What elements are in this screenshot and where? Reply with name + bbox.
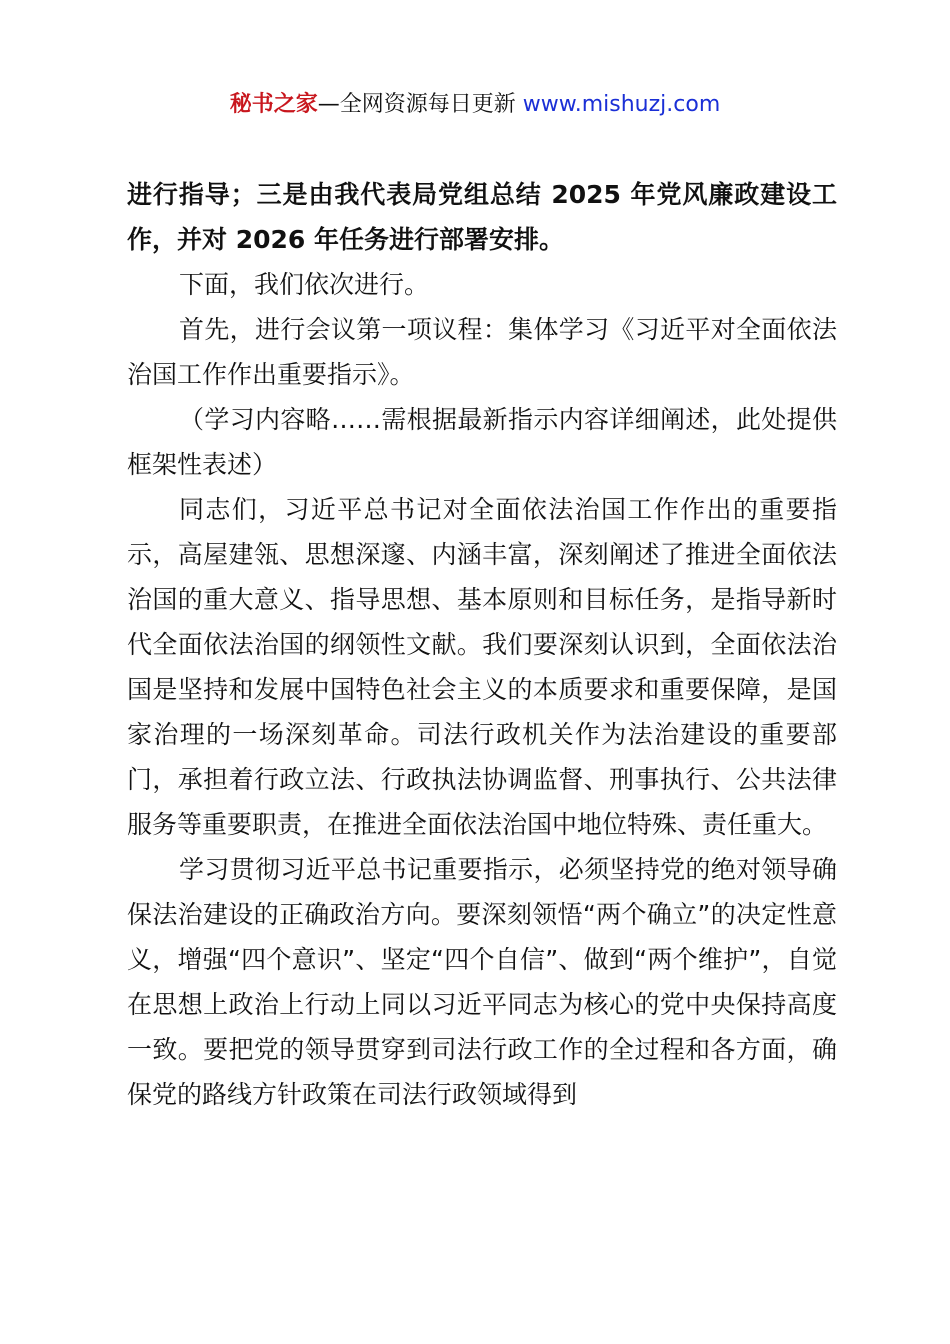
document-body [127,172,837,1117]
paragraph-continuation: 进行指导；三是由我代表局党组总结 2025 年党风廉政建设工作，并对 2026 年任务进行部署安排。 [127,180,837,254]
site-brand: 秘书之家 [229,92,318,117]
paragraph-party-leadership: 学习贯彻习近平总书记重要指示，必须坚持党的绝对领导确保法治建设的正确政治方向。要深刻领悟“两个确立”的决定性意义，增强“四个意识”、坚定“四个自信”、做到“两个维护”，自觉在思想上政治上行动上同以习近平同志为核心的党中央保持高度一致。要把党的领导贯穿到司法行政工作的全过程和各方面，确保党的路线方针政策在司法行政领域得到 [127,855,837,1109]
paragraph-study-note: （学习内容略……需根据最新指示内容详细阐述，此处提供框架性表述） [127,405,837,479]
site-header [0,90,950,120]
paragraph-proceed: 下面，我们依次进行。 [179,270,430,299]
site-url-link[interactable]: www.mishuzj.com [522,92,721,117]
paragraph-instruction-significance: 同志们，习近平总书记对全面依法治国工作作出的重要指示，高屋建瓴、思想深邃、内涵丰富，深刻阐述了推进全面依法治国的重大意义、指导思想、基本原则和目标任务，是指导新时代全面依法治国的纲领性文献。我们要深刻认识到，全面依法治国是坚持和发展中国特色社会主义的本质要求和重要保障，是国家治理的一场深刻革命。司法行政机关作为法治建设的重要部门，承担着行政立法、行政执法协调监督、刑事执行、公共法律服务等重要职责，在推进全面依法治国中地位特殊、责任重大。 [127,495,837,839]
paragraph-agenda-first: 首先，进行会议第一项议程：集体学习《习近平对全面依法治国工作作出重要指示》。 [127,315,837,389]
site-slogan: —全网资源每日更新 [317,92,516,117]
